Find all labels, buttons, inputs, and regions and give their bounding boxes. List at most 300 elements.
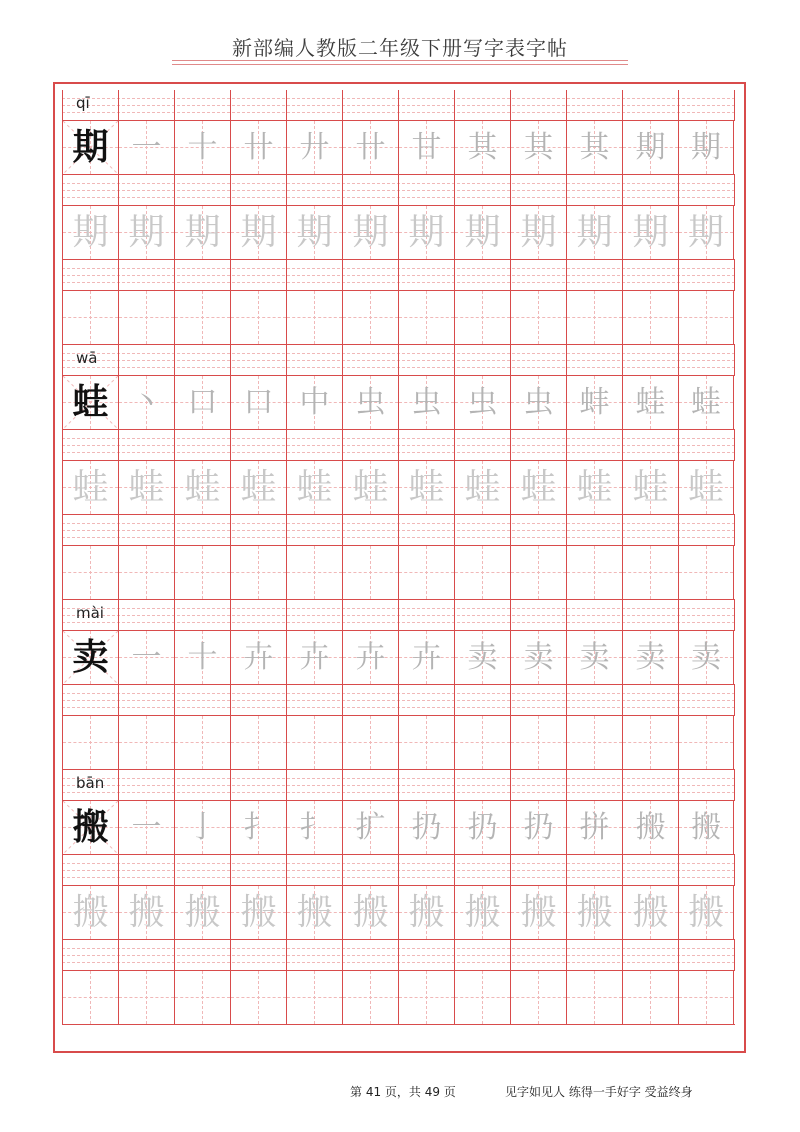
grid-cell [398, 461, 454, 514]
stroke-order-character: 卖 [691, 639, 721, 675]
trace-character: 期 [72, 211, 109, 253]
grid-cell [230, 716, 286, 769]
grid-cell [510, 546, 566, 599]
stroke-order-character: 卖 [523, 639, 554, 675]
stroke-order-character: 卉 [243, 639, 274, 675]
grid-cell [678, 716, 734, 769]
pinyin-column-line [622, 600, 623, 630]
pinyin-column-line [62, 685, 63, 715]
cell-guide-vertical [90, 716, 91, 769]
stroke-order-character: 期 [691, 129, 721, 165]
stroke-order-character: 其 [579, 129, 610, 165]
grid-cell [678, 206, 734, 259]
pinyin-label: wā [76, 349, 98, 367]
pinyin-column-line [62, 600, 63, 630]
pinyin-column-line [454, 430, 455, 460]
trace-character: 蛙 [72, 466, 109, 508]
cell-guide-vertical [146, 546, 147, 599]
grid-cell [118, 801, 174, 854]
pinyin-column-line [622, 855, 623, 885]
grid-cell [454, 971, 510, 1024]
pinyin-column-line [734, 345, 735, 375]
pinyin-column-line [62, 515, 63, 545]
pinyin-column-line [734, 90, 735, 120]
pinyin-column-line [174, 90, 175, 120]
grid-cell [342, 121, 398, 174]
stroke-order-character: 中 [299, 384, 330, 420]
pinyin-column-line [230, 430, 231, 460]
pinyin-column-line [566, 515, 567, 545]
grid-cell [678, 121, 734, 174]
grid-cell [118, 121, 174, 174]
pinyin-column-line [734, 175, 735, 205]
pinyin-column-line [454, 600, 455, 630]
stroke-order-character: 虫 [411, 384, 442, 420]
stroke-order-character: 虫 [467, 384, 498, 420]
grid-cell [678, 291, 734, 344]
pinyin-column-line [398, 855, 399, 885]
pinyin-column-line [398, 175, 399, 205]
pinyin-column-line [454, 940, 455, 970]
cell-guide-vertical [258, 291, 259, 344]
grid-cell [342, 546, 398, 599]
trace-character: 蛙 [520, 466, 557, 508]
pinyin-column-line [62, 260, 63, 290]
cell-guide-vertical [202, 291, 203, 344]
stroke-order-character: 十 [187, 639, 218, 675]
trace-character: 蛙 [184, 466, 221, 508]
pinyin-column-line [454, 855, 455, 885]
stroke-order-character: 一 [131, 809, 162, 845]
character-row [62, 545, 735, 600]
pinyin-column-line [118, 770, 119, 800]
cell-guide-vertical [538, 716, 539, 769]
grid-cell [230, 376, 286, 429]
grid-cell [454, 546, 510, 599]
grid-cell [118, 206, 174, 259]
pinyin-column-line [342, 940, 343, 970]
pinyin-column-line [678, 345, 679, 375]
pinyin-column-line [678, 515, 679, 545]
pinyin-column-line [230, 515, 231, 545]
pinyin-column-line [566, 345, 567, 375]
trace-character: 蛙 [687, 466, 724, 508]
pinyin-column-line [510, 770, 511, 800]
pinyin-column-line [566, 600, 567, 630]
grid-cell [398, 121, 454, 174]
grid-cell [566, 971, 622, 1024]
pinyin-column-line [510, 90, 511, 120]
cell-guide-vertical [706, 291, 707, 344]
grid-cell [678, 546, 734, 599]
pinyin-column-line [454, 175, 455, 205]
grid-cell [286, 291, 342, 344]
trace-character: 搬 [408, 891, 445, 933]
cell-guide-vertical [482, 716, 483, 769]
pinyin-column-line [510, 175, 511, 205]
pinyin-column-line [454, 260, 455, 290]
grid-cell [62, 886, 118, 939]
pinyin-column-line [286, 90, 287, 120]
pinyin-column-line [398, 685, 399, 715]
stroke-order-character: 十 [187, 129, 218, 165]
stroke-order-character: 蛙 [691, 384, 721, 420]
grid-cell [286, 971, 342, 1024]
grid-cell [510, 971, 566, 1024]
character-row [62, 460, 735, 515]
pinyin-band [62, 430, 735, 460]
pinyin-column-line [286, 345, 287, 375]
stroke-order-character: 扔 [467, 809, 498, 845]
pinyin-column-line [118, 685, 119, 715]
grid-cell [342, 376, 398, 429]
grid-cell [566, 886, 622, 939]
model-character: 卖 [72, 636, 109, 678]
model-character: 蛙 [72, 381, 109, 423]
grid-cell [230, 801, 286, 854]
pinyin-column-line [566, 855, 567, 885]
cell-guide-vertical [202, 716, 203, 769]
grid-cell [286, 376, 342, 429]
grid-cell [62, 121, 118, 174]
grid-cell [62, 206, 118, 259]
character-row [62, 290, 735, 345]
cell-guide-vertical [314, 716, 315, 769]
grid-cell [286, 461, 342, 514]
pinyin-column-line [510, 685, 511, 715]
stroke-order-character: 甘 [411, 129, 442, 165]
character-row [62, 885, 735, 940]
pinyin-column-line [398, 515, 399, 545]
pinyin-column-line [510, 260, 511, 290]
grid-cell [62, 291, 118, 344]
pinyin-band [62, 940, 735, 970]
grid-cell [622, 971, 678, 1024]
grid-cell [62, 801, 118, 854]
pinyin-column-line [62, 940, 63, 970]
grid-cell [118, 716, 174, 769]
stroke-order-character: 口 [243, 384, 274, 420]
pinyin-column-line [678, 685, 679, 715]
practice-grid [62, 90, 735, 1046]
cell-guide-vertical [314, 971, 315, 1024]
grid-cell [398, 206, 454, 259]
grid-cell [62, 631, 118, 684]
pinyin-column-line [398, 345, 399, 375]
grid-cell [678, 886, 734, 939]
footer-motto: 见字如见人 练得一手好字 受益终身 [505, 1085, 693, 1099]
pinyin-column-line [286, 430, 287, 460]
stroke-order-character: 一 [131, 129, 162, 165]
grid-cell [678, 631, 734, 684]
stroke-order-character: 一 [131, 639, 162, 675]
pinyin-column-line [510, 430, 511, 460]
cell-guide-vertical [90, 971, 91, 1024]
grid-cell [286, 801, 342, 854]
stroke-order-character: 其 [467, 129, 498, 165]
stroke-order-character: 搬 [691, 809, 721, 845]
cell-guide-vertical [370, 716, 371, 769]
grid-cell [398, 291, 454, 344]
stroke-order-character: 虫 [355, 384, 386, 420]
pinyin-column-line [678, 175, 679, 205]
pinyin-column-line [286, 260, 287, 290]
cell-guide-vertical [370, 291, 371, 344]
character-row [62, 120, 735, 175]
cell-guide-vertical [146, 291, 147, 344]
grid-cell [342, 631, 398, 684]
grid-cell [174, 971, 230, 1024]
cell-guide-vertical [650, 716, 651, 769]
stroke-order-character: 扩 [355, 809, 386, 845]
grid-cell [230, 206, 286, 259]
grid-cell [510, 461, 566, 514]
trace-character: 蛙 [128, 466, 165, 508]
cell-guide-vertical [258, 546, 259, 599]
pinyin-column-line [174, 515, 175, 545]
pinyin-column-line [286, 175, 287, 205]
pinyin-column-line [174, 175, 175, 205]
stroke-order-character: 扌 [299, 809, 330, 845]
pinyin-column-line [566, 685, 567, 715]
stroke-order-character: 卉 [355, 639, 386, 675]
stroke-order-character: 扔 [523, 809, 554, 845]
grid-cell [622, 546, 678, 599]
cell-guide-vertical [314, 291, 315, 344]
grid-cell [566, 376, 622, 429]
trace-character: 期 [632, 211, 669, 253]
cell-guide-vertical [202, 971, 203, 1024]
pinyin-column-line [510, 855, 511, 885]
grid-cell [622, 291, 678, 344]
trace-character: 蛙 [576, 466, 613, 508]
pinyin-column-line [622, 430, 623, 460]
stroke-order-character: 期 [635, 129, 666, 165]
pinyin-band [62, 600, 735, 630]
trace-character: 期 [296, 211, 333, 253]
pinyin-label: bān [76, 774, 105, 792]
trace-character: 搬 [128, 891, 165, 933]
pinyin-column-line [342, 600, 343, 630]
grid-cell [342, 206, 398, 259]
grid-cell [286, 886, 342, 939]
stroke-order-character: 搬 [635, 809, 666, 845]
grid-cell [62, 376, 118, 429]
pinyin-column-line [62, 175, 63, 205]
pinyin-column-line [734, 600, 735, 630]
trace-character: 搬 [464, 891, 501, 933]
grid-cell [510, 631, 566, 684]
grid-cell [62, 971, 118, 1024]
cell-guide-vertical [482, 291, 483, 344]
stroke-order-character: 口 [187, 384, 218, 420]
trace-character: 期 [184, 211, 221, 253]
grid-cell [398, 376, 454, 429]
pinyin-column-line [62, 855, 63, 885]
grid-cell [342, 716, 398, 769]
grid-cell [62, 461, 118, 514]
grid-cell [622, 121, 678, 174]
pinyin-column-line [454, 770, 455, 800]
grid-cell [230, 886, 286, 939]
trace-character: 蛙 [464, 466, 501, 508]
cell-guide-vertical [538, 291, 539, 344]
pinyin-column-line [118, 855, 119, 885]
stroke-order-character: 蛙 [635, 384, 666, 420]
grid-cell [510, 716, 566, 769]
pinyin-column-line [398, 600, 399, 630]
stroke-order-character: 廾 [299, 129, 330, 165]
grid-cell [230, 461, 286, 514]
grid-cell [174, 376, 230, 429]
grid-cell [230, 546, 286, 599]
cell-guide-vertical [426, 971, 427, 1024]
grid-cell [118, 461, 174, 514]
cell-guide-vertical [258, 971, 259, 1024]
pinyin-column-line [230, 855, 231, 885]
cell-guide-vertical [426, 716, 427, 769]
trace-character: 期 [128, 211, 165, 253]
grid-cell [174, 886, 230, 939]
pinyin-column-line [398, 770, 399, 800]
grid-cell [118, 546, 174, 599]
grid-cell [118, 631, 174, 684]
trace-character: 期 [464, 211, 501, 253]
grid-cell [622, 801, 678, 854]
grid-cell [566, 206, 622, 259]
grid-cell [286, 206, 342, 259]
grid-cell [622, 886, 678, 939]
character-row [62, 375, 735, 430]
stroke-order-character: 卄 [243, 129, 274, 165]
cell-guide-vertical [538, 546, 539, 599]
pinyin-column-line [622, 90, 623, 120]
grid-cell [566, 461, 622, 514]
pinyin-column-line [566, 770, 567, 800]
cell-guide-vertical [258, 716, 259, 769]
cell-guide-vertical [594, 971, 595, 1024]
stroke-order-character: 丶 [131, 384, 162, 420]
pinyin-band [62, 770, 735, 800]
grid-cell [454, 716, 510, 769]
pinyin-column-line [342, 345, 343, 375]
grid-cell [454, 376, 510, 429]
stroke-order-character: 虫 [523, 384, 554, 420]
stroke-order-character: 卖 [467, 639, 498, 675]
grid-cell [678, 971, 734, 1024]
trace-character: 蛙 [240, 466, 277, 508]
pinyin-column-line [398, 430, 399, 460]
pinyin-band [62, 685, 735, 715]
grid-cell [174, 121, 230, 174]
pinyin-column-line [230, 175, 231, 205]
grid-cell [398, 971, 454, 1024]
trace-character: 蛙 [408, 466, 445, 508]
cell-guide-vertical [482, 971, 483, 1024]
pinyin-column-line [342, 430, 343, 460]
grid-cell [622, 376, 678, 429]
grid-cell [454, 461, 510, 514]
pinyin-column-line [118, 345, 119, 375]
grid-cell [230, 631, 286, 684]
grid-cell [174, 461, 230, 514]
grid-cell [678, 461, 734, 514]
pinyin-column-line [734, 430, 735, 460]
pinyin-column-line [566, 260, 567, 290]
grid-cell [398, 716, 454, 769]
pinyin-column-line [286, 770, 287, 800]
trace-character: 蛙 [296, 466, 333, 508]
cell-guide-vertical [706, 546, 707, 599]
cell-guide-vertical [594, 716, 595, 769]
pinyin-column-line [174, 260, 175, 290]
pinyin-column-line [62, 430, 63, 460]
pinyin-column-line [734, 770, 735, 800]
pinyin-column-line [118, 175, 119, 205]
pinyin-column-line [566, 90, 567, 120]
stroke-order-character: 亅 [187, 809, 218, 845]
pinyin-column-line [286, 940, 287, 970]
grid-cell [174, 206, 230, 259]
trace-character: 搬 [520, 891, 557, 933]
pinyin-column-line [510, 940, 511, 970]
pinyin-column-line [622, 770, 623, 800]
grid-cell [174, 291, 230, 344]
grid-cell [62, 546, 118, 599]
cell-guide-vertical [650, 291, 651, 344]
pinyin-band [62, 345, 735, 375]
pinyin-column-line [118, 940, 119, 970]
pinyin-band [62, 855, 735, 885]
pinyin-column-line [454, 90, 455, 120]
pinyin-column-line [678, 90, 679, 120]
trace-character: 蛙 [632, 466, 669, 508]
pinyin-column-line [454, 345, 455, 375]
pinyin-column-line [622, 345, 623, 375]
grid-cell [174, 716, 230, 769]
grid-cell [454, 631, 510, 684]
pinyin-column-line [62, 90, 63, 120]
grid-cell [286, 631, 342, 684]
pinyin-column-line [174, 770, 175, 800]
trace-character: 期 [576, 211, 613, 253]
grid-cell [398, 546, 454, 599]
pinyin-column-line [510, 515, 511, 545]
pinyin-column-line [678, 855, 679, 885]
stroke-order-character: 卉 [411, 639, 442, 675]
grid-cell [398, 801, 454, 854]
trace-character: 搬 [296, 891, 333, 933]
pinyin-column-line [230, 685, 231, 715]
pinyin-column-line [230, 345, 231, 375]
pinyin-column-line [342, 770, 343, 800]
pinyin-column-line [734, 940, 735, 970]
grid-cell [510, 886, 566, 939]
pinyin-column-line [174, 685, 175, 715]
pinyin-column-line [678, 770, 679, 800]
grid-cell [230, 121, 286, 174]
grid-cell [622, 716, 678, 769]
grid-cell [118, 886, 174, 939]
stroke-order-character: 卄 [355, 129, 386, 165]
grid-cell [398, 631, 454, 684]
pinyin-band [62, 260, 735, 290]
cell-guide-vertical [706, 971, 707, 1024]
pinyin-column-line [286, 600, 287, 630]
trace-character: 期 [352, 211, 389, 253]
pinyin-column-line [734, 260, 735, 290]
pinyin-column-line [566, 430, 567, 460]
